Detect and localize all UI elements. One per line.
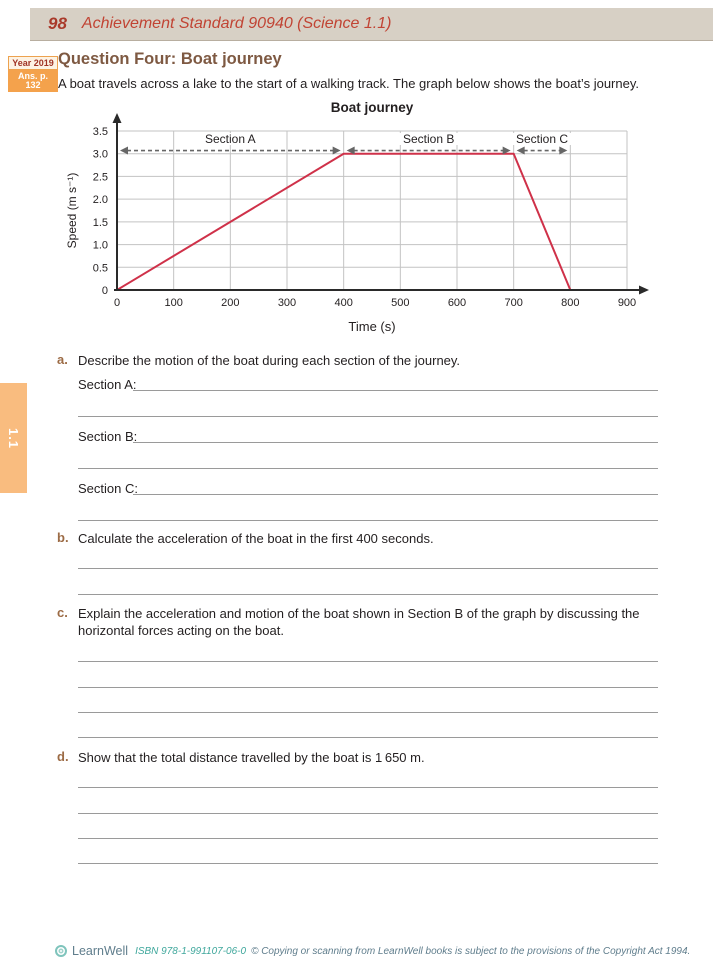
svg-text:200: 200 [221, 297, 240, 309]
svg-text:100: 100 [164, 297, 183, 309]
footer-isbn: ISBN 978-1-991107-06-0 [135, 945, 247, 957]
year-label: Year 2019 [8, 56, 58, 70]
answer-line [78, 416, 658, 417]
answer-line [133, 494, 658, 495]
svg-text:3.0: 3.0 [92, 148, 108, 161]
answer-line [78, 813, 658, 814]
svg-text:0: 0 [113, 297, 121, 309]
section-c-label: Section C: [78, 481, 138, 496]
answer-line [78, 594, 658, 595]
learnwell-logo-icon [55, 945, 67, 957]
page-footer [55, 942, 703, 960]
answer-line [78, 687, 658, 688]
question-c-letter: c. [57, 605, 68, 620]
answer-line [78, 568, 658, 569]
answer-line [78, 712, 658, 713]
footer-copyright: © Copying or scanning from LearnWell books is subject to the provisions of the Copyright Act 1994. [251, 945, 691, 957]
answer-line [133, 390, 658, 391]
answer-line [78, 520, 658, 521]
question-b-letter: b. [57, 530, 69, 545]
chapter-tab [0, 383, 27, 493]
answer-line [78, 468, 658, 469]
svg-text:3.5: 3.5 [92, 126, 108, 138]
svg-text:700: 700 [504, 297, 523, 309]
speed-time-graph [0, 96, 690, 342]
svg-text:Section B: Section B [402, 132, 455, 146]
question-b-text: Calculate the acceleration of the boat in the first 400 seconds. [78, 531, 434, 546]
svg-text:800: 800 [561, 297, 580, 309]
svg-text:Time (s): Time (s) [348, 319, 396, 334]
svg-text:600: 600 [447, 297, 467, 309]
question-d-letter: d. [57, 749, 69, 764]
svg-text:400: 400 [334, 297, 353, 309]
svg-text:900: 900 [617, 297, 637, 309]
page-header [30, 8, 713, 41]
page-header-title: Achievement Standard 90940 (Science 1.1) [81, 15, 392, 32]
question-intro: A boat travels across a lake to the start of a walking track. The graph below shows the boat’s journey. [58, 76, 639, 91]
question-c-text: Explain the acceleration and motion of the boat shown in Section B of the graph by discussing the horizontal forces acting on the boat. [78, 606, 640, 638]
answer-line [78, 838, 658, 839]
svg-text:Section A: Section A [204, 132, 256, 146]
svg-text:2.5: 2.5 [92, 171, 108, 184]
svg-text:1.0: 1.0 [92, 239, 108, 252]
answer-line [78, 661, 658, 662]
question-a-text: Describe the motion of the boat during each section of the journey. [78, 353, 461, 368]
svg-text:0.5: 0.5 [92, 262, 108, 275]
svg-text:500: 500 [391, 297, 410, 309]
answer-line [78, 787, 658, 788]
footer-brand: LearnWell [72, 944, 129, 958]
answer-page-ref: Ans. p. 132 [8, 70, 58, 92]
section-b-label: Section B: [78, 429, 138, 444]
answer-line [78, 863, 658, 864]
svg-text:2.0: 2.0 [92, 194, 108, 207]
svg-text:Boat journey: Boat journey [330, 100, 414, 115]
year-answer-badge [8, 56, 58, 92]
section-a-label: Section A: [78, 377, 137, 392]
svg-text:300: 300 [277, 297, 297, 309]
svg-text:Speed (m s⁻¹): Speed (m s⁻¹) [65, 172, 79, 249]
svg-text:0: 0 [101, 285, 108, 297]
question-title: Question Four: Boat journey [58, 50, 282, 68]
question-a-letter: a. [57, 352, 68, 367]
question-d-text: Show that the total distance travelled by the boat is 1 650 m. [78, 750, 425, 765]
chapter-tab-label: 1.1 [5, 427, 21, 449]
answer-line [78, 737, 658, 738]
answer-line [133, 442, 658, 443]
svg-text:Section C: Section C [515, 132, 569, 146]
svg-text:1.5: 1.5 [92, 216, 108, 229]
page-number: 98 [48, 14, 67, 33]
